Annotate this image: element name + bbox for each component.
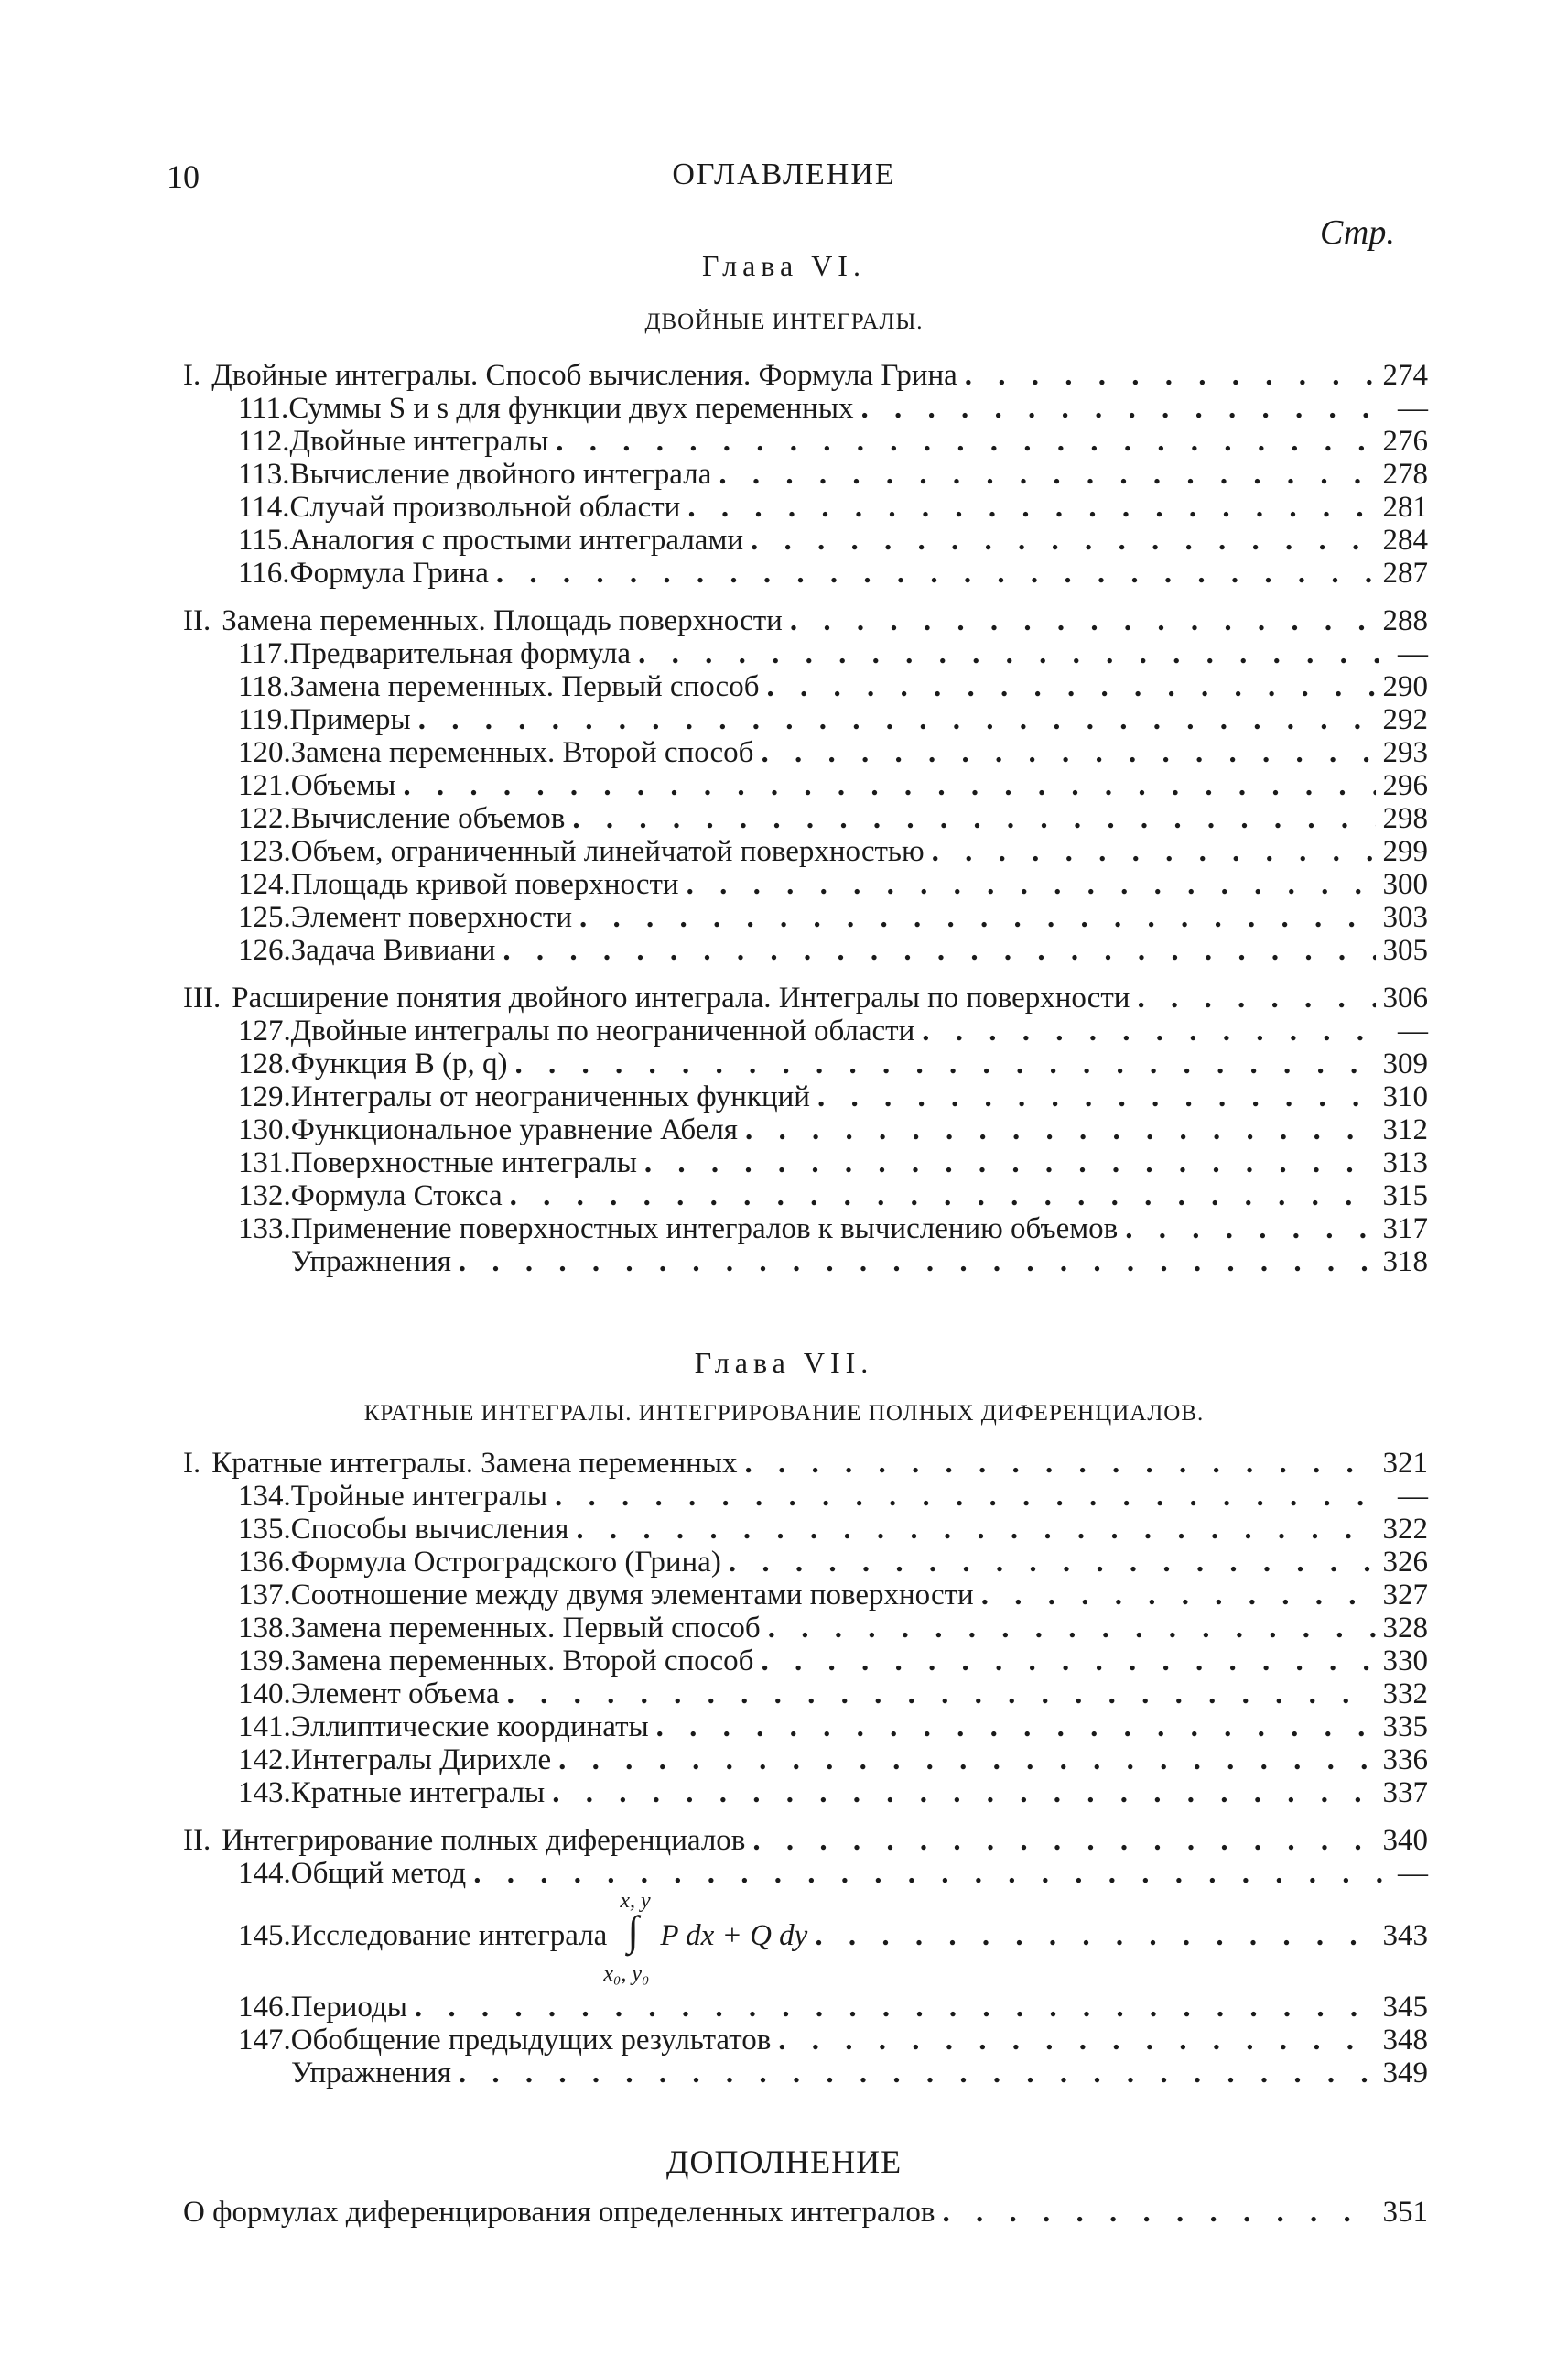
item-number: 118. <box>238 670 290 703</box>
leader-dots <box>579 901 1376 935</box>
item-number: 130. <box>238 1113 291 1146</box>
leader-dots <box>729 1546 1376 1579</box>
item-title <box>291 1857 466 1891</box>
page-ref: 281 <box>1382 491 1428 524</box>
toc-entry[interactable] <box>238 1743 1428 1777</box>
page-ref: 284 <box>1382 524 1428 557</box>
section-entry[interactable] <box>183 1447 1428 1481</box>
item-title <box>291 1776 545 1810</box>
page-ref: 322 <box>1382 1513 1428 1546</box>
leader-dots <box>644 1146 1376 1180</box>
item-title <box>291 934 496 968</box>
item-title <box>291 901 572 935</box>
item-title-text: Способы вычисления <box>290 1513 569 1546</box>
toc-entry[interactable] <box>238 901 1428 935</box>
item-title <box>291 1991 407 2024</box>
running-head: ОГЛАВЛЕНИЕ <box>672 157 896 191</box>
item-number: 126. <box>238 934 291 967</box>
item-title-text: Объемы <box>290 769 396 802</box>
page-ref: 317 <box>1382 1212 1428 1245</box>
item-number: 123. <box>238 835 291 868</box>
item-number: 120. <box>238 736 291 769</box>
leader-dots <box>552 1776 1375 1810</box>
item-title-text: Интегралы Дирихле <box>290 1743 552 1776</box>
integral-sign-icon: ∫ <box>627 1907 639 1954</box>
item-title-text: Интегрирование полных диференциалов <box>222 1824 746 1857</box>
section-number: II. <box>183 1824 211 1857</box>
leader-dots <box>752 1824 1375 1858</box>
toc-entry[interactable] <box>238 1480 1428 1514</box>
toc-entry[interactable] <box>238 1015 1428 1048</box>
item-number: 143. <box>238 1776 291 1809</box>
chapter-6-title: ДВОЙНЫЕ ИНТЕГРАЛЫ. <box>644 309 924 334</box>
item-title-text: Упражнения <box>291 1245 451 1278</box>
item-title <box>291 1644 754 1678</box>
item-title-text: Двойные интегралы <box>289 425 549 458</box>
toc-entry[interactable] <box>238 1546 1428 1579</box>
item-title-text: Кратные интегралы <box>290 1776 546 1809</box>
leader-dots <box>790 604 1376 638</box>
leader-dots <box>861 392 1391 426</box>
item-title <box>291 1612 761 1645</box>
item-title-text: Кратные интегралы. Замена переменных <box>211 1447 738 1480</box>
leader-dots <box>507 1677 1376 1711</box>
leader-dots <box>576 1513 1375 1547</box>
appendix-entry[interactable] <box>183 2196 1428 2230</box>
section-entry[interactable] <box>183 982 1428 1015</box>
item-number: 147. <box>238 2024 291 2057</box>
item-title-text: Функция B (p, q) <box>290 1047 508 1080</box>
item-title <box>290 670 760 704</box>
toc-entry[interactable] <box>238 703 1428 737</box>
page-ref: 345 <box>1382 1991 1428 2024</box>
toc-entry[interactable] <box>238 670 1428 704</box>
leader-dots <box>761 1644 1375 1678</box>
leader-dots <box>687 868 1376 902</box>
page-ref: 276 <box>1382 425 1428 458</box>
item-title-text: Поверхностные интегралы <box>290 1146 637 1179</box>
item-number: 133. <box>238 1212 291 1245</box>
chapter-7-label: Глава VII. <box>694 1346 874 1379</box>
page-ref: 326 <box>1382 1546 1428 1579</box>
item-title <box>290 458 712 492</box>
item-number: 119. <box>238 703 290 736</box>
toc-entry[interactable] <box>238 1047 1428 1081</box>
item-title-text: Формула Грина <box>289 557 489 590</box>
chapter-7-title: КРАТНЫЕ ИНТЕГРАЛЫ. ИНТЕГРИРОВАНИЕ ПОЛНЫХ ДИФЕРЕНЦИАЛОВ. <box>363 1401 1205 1426</box>
item-title <box>291 1710 649 1744</box>
item-title <box>291 1513 569 1547</box>
page-ref: 335 <box>1382 1710 1428 1743</box>
leader-dots <box>719 458 1375 492</box>
item-title-text: Тройные интегралы <box>290 1480 548 1513</box>
item-title-text: Упражнения <box>291 2057 451 2089</box>
item-title-text: Применение поверхностных интегралов к вычислению объемов <box>290 1212 1119 1245</box>
item-title <box>290 425 549 459</box>
page-ref: 305 <box>1382 934 1428 967</box>
item-title <box>291 1047 508 1081</box>
section-title <box>211 359 957 393</box>
section-number: III. <box>183 982 222 1015</box>
item-title-text: Замена переменных. Второй способ <box>290 736 754 769</box>
leader-dots <box>965 359 1376 393</box>
leader-dots <box>555 1480 1390 1514</box>
item-title <box>291 1212 1118 1246</box>
toc-entry[interactable] <box>238 637 1428 671</box>
page-ref: 300 <box>1382 868 1428 901</box>
item-number: 142. <box>238 1743 291 1776</box>
item-number: 139. <box>238 1644 291 1677</box>
leader-dots <box>778 2024 1375 2057</box>
item-number: 131. <box>238 1146 291 1179</box>
toc-entry[interactable] <box>238 1776 1428 1810</box>
page-ref: 296 <box>1382 769 1428 802</box>
leader-dots <box>556 425 1375 459</box>
page-ref: 274 <box>1382 359 1428 392</box>
item-title-text: Суммы S и s для функции двух переменных <box>288 392 854 425</box>
toc-entry[interactable] <box>238 1212 1428 1246</box>
toc-entry[interactable] <box>238 1113 1428 1147</box>
section-title <box>222 1824 745 1858</box>
item-title <box>291 835 925 869</box>
item-title-text: Элемент объема <box>290 1677 500 1710</box>
leader-dots <box>572 802 1375 836</box>
toc-entry[interactable] <box>238 868 1428 902</box>
item-number: 138. <box>238 1612 291 1644</box>
item-title <box>290 703 411 737</box>
item-number: 145. <box>238 1919 291 1952</box>
item-number: 141. <box>238 1710 291 1743</box>
page-ref: 321 <box>1382 1447 1428 1480</box>
toc-entry[interactable] <box>238 1889 1428 1986</box>
item-title <box>291 1579 974 1612</box>
page-ref: — <box>1398 1480 1428 1513</box>
item-number: 115. <box>238 524 290 557</box>
item-title <box>291 1677 500 1711</box>
item-title-text: Двойные интегралы. Способ вычисления. Формула Грина <box>211 359 957 392</box>
item-title-text: Замена переменных. Второй способ <box>290 1644 754 1677</box>
integral-expression: P dx + Q dy <box>660 1919 808 1952</box>
item-number: 132. <box>238 1179 291 1212</box>
item-number: 112. <box>238 425 290 458</box>
section-title <box>232 982 1130 1015</box>
leader-dots <box>817 1080 1376 1114</box>
item-number: 122. <box>238 802 291 835</box>
leader-dots <box>744 1447 1375 1481</box>
leader-dots <box>656 1710 1376 1744</box>
leader-dots <box>687 491 1375 525</box>
leader-dots <box>922 1015 1390 1048</box>
item-title <box>291 868 679 902</box>
toc-entry[interactable] <box>238 1513 1428 1547</box>
item-title-text: Соотношение между двумя элементами поверхности <box>290 1579 974 1612</box>
page-ref: 336 <box>1382 1743 1428 1776</box>
leader-dots <box>503 934 1375 968</box>
leader-dots <box>459 1245 1376 1279</box>
integral-upper-limit: x, y <box>620 1889 651 1913</box>
leader-dots <box>981 1579 1376 1612</box>
page-ref: 348 <box>1382 2024 1428 2057</box>
item-title <box>290 491 681 525</box>
section-number: I. <box>183 1447 201 1480</box>
item-title <box>290 524 743 558</box>
page-ref: — <box>1398 1015 1428 1047</box>
page-ref: — <box>1398 637 1428 670</box>
leader-dots <box>751 524 1376 558</box>
section-number: II. <box>183 604 211 637</box>
toc-entry[interactable] <box>238 557 1428 591</box>
item-title <box>291 1015 915 1048</box>
page-number: 10 <box>167 158 200 195</box>
item-title <box>291 2024 772 2057</box>
item-title-text: Замена переменных. Первый способ <box>289 670 760 703</box>
section-title <box>211 1447 737 1481</box>
leader-dots <box>766 670 1375 704</box>
item-number: 135. <box>238 1513 291 1546</box>
item-number: 124. <box>238 868 291 901</box>
page-ref: 298 <box>1382 802 1428 835</box>
item-title-text: Двойные интегралы по неограниченной области <box>290 1015 915 1047</box>
leader-dots <box>496 557 1376 591</box>
item-title-text: Общий метод <box>290 1857 467 1890</box>
leader-dots <box>761 736 1375 770</box>
item-number: 114. <box>238 491 290 524</box>
section-entry[interactable] <box>183 359 1428 393</box>
toc-entry[interactable] <box>238 1579 1428 1612</box>
integral-lower-limit: x₀, y₀ <box>603 1962 650 1986</box>
toc-entry[interactable] <box>238 1179 1428 1213</box>
page-ref: 332 <box>1382 1677 1428 1710</box>
toc-entry[interactable] <box>238 1710 1428 1744</box>
page-ref: 299 <box>1382 835 1428 868</box>
item-title-text: Примеры <box>289 703 411 736</box>
page-ref: 306 <box>1382 982 1428 1015</box>
item-title-text: Вычисление двойного интеграла <box>289 458 712 491</box>
toc-entry[interactable] <box>238 458 1428 492</box>
leader-dots <box>558 1743 1375 1777</box>
page-ref: 340 <box>1382 1824 1428 1857</box>
toc-entry[interactable] <box>238 491 1428 525</box>
leader-dots <box>745 1113 1376 1147</box>
leader-dots <box>1137 982 1375 1015</box>
page-ref: 288 <box>1382 604 1428 637</box>
page-ref: 292 <box>1382 703 1428 736</box>
page-ref: 310 <box>1382 1080 1428 1113</box>
page-ref: — <box>1398 1857 1428 1890</box>
leader-dots <box>638 637 1390 671</box>
item-title-text: Аналогия с простыми интегралами <box>289 524 743 557</box>
item-number: 140. <box>238 1677 291 1710</box>
appendix-entry-label: О формулах диференцирования определенных интегралов <box>183 2196 935 2229</box>
toc-entry[interactable] <box>238 835 1428 869</box>
item-number: 117. <box>238 637 290 670</box>
item-title-text: Замена переменных. Первый способ <box>290 1612 761 1644</box>
item-number: 116. <box>238 557 290 590</box>
integral-icon <box>603 1889 654 1986</box>
toc-entry[interactable] <box>238 2024 1428 2057</box>
item-title <box>291 1179 503 1213</box>
appendix-title: ДОПОЛНЕНИЕ <box>665 2144 903 2180</box>
page-column-header: Стр. <box>1320 213 1395 252</box>
page-ref: 330 <box>1382 1644 1428 1677</box>
page-ref: 328 <box>1382 1612 1428 1644</box>
item-number: 144. <box>238 1857 291 1890</box>
item-title <box>291 1480 547 1514</box>
item-title <box>291 1743 551 1777</box>
toc-entry[interactable] <box>291 1245 1428 1279</box>
item-title <box>291 2057 451 2090</box>
leader-dots <box>473 1857 1390 1891</box>
item-title-text: Задача Вивиани <box>290 934 496 967</box>
item-title-text: Расширение понятия двойного интеграла. Интегралы по поверхности <box>232 982 1130 1015</box>
item-title <box>291 1146 637 1180</box>
leader-dots <box>403 769 1375 803</box>
section-title <box>222 604 783 638</box>
item-number: 113. <box>238 458 290 491</box>
section-entry[interactable] <box>183 604 1428 638</box>
item-title <box>290 557 489 591</box>
item-title-text: Предварительная формула <box>289 637 632 670</box>
leader-dots <box>510 1179 1376 1213</box>
item-title-text: Эллиптические координаты <box>290 1710 649 1743</box>
item-title-text: Формула Стокса <box>290 1179 503 1212</box>
chapter-6-label: Глава VI. <box>702 249 866 282</box>
item-number: 137. <box>238 1579 291 1612</box>
item-title <box>291 802 566 836</box>
toc-entry[interactable] <box>238 736 1428 770</box>
item-title-text: Обобщение предыдущих результатов <box>290 2024 772 2057</box>
toc-entry[interactable] <box>238 1677 1428 1711</box>
page-ref: 313 <box>1382 1146 1428 1179</box>
item-title-text: Площадь кривой поверхности <box>290 868 679 901</box>
item-number: 121. <box>238 769 291 802</box>
toc-entry[interactable] <box>238 802 1428 836</box>
item-title <box>291 1546 721 1579</box>
item-title <box>291 1113 738 1147</box>
item-title-text: Периоды <box>290 1991 407 2024</box>
item-number: 127. <box>238 1015 291 1047</box>
item-number: 125. <box>238 901 291 934</box>
toc-entry[interactable] <box>238 1644 1428 1678</box>
toc-entry[interactable] <box>238 1612 1428 1645</box>
item-title-text: Вычисление объемов <box>290 802 566 835</box>
item-title-text: Функциональное уравнение Абеля <box>290 1113 738 1146</box>
toc-entry[interactable] <box>291 2057 1428 2090</box>
page-ref: — <box>1398 392 1428 425</box>
page-ref: 337 <box>1382 1776 1428 1809</box>
page-ref: 312 <box>1382 1113 1428 1146</box>
page-ref: 309 <box>1382 1047 1428 1080</box>
item-number: 134. <box>238 1480 291 1513</box>
section-number: I. <box>183 359 201 392</box>
page-ref: 315 <box>1382 1179 1428 1212</box>
toc-entry[interactable] <box>238 1857 1428 1891</box>
item-title-text: Элемент поверхности <box>290 901 572 934</box>
item-number: 146. <box>238 1991 291 2024</box>
toc-entry[interactable] <box>238 425 1428 459</box>
leader-dots <box>459 2057 1376 2090</box>
page-ref: 349 <box>1382 2057 1428 2089</box>
item-number: 128. <box>238 1047 291 1080</box>
item-title <box>288 392 853 426</box>
toc-entry[interactable] <box>238 1146 1428 1180</box>
leader-dots <box>932 835 1376 869</box>
item-title-text: Исследование интеграла <box>290 1919 608 1952</box>
item-title <box>291 736 754 770</box>
leader-dots <box>1125 1212 1375 1246</box>
page-ref: 287 <box>1382 557 1428 590</box>
appendix-entry-page: 351 <box>1382 2196 1428 2229</box>
item-title-text: Формула Остроградского (Грина) <box>290 1546 721 1579</box>
page-ref: 343 <box>1382 1919 1428 1952</box>
leader-dots <box>415 1991 1376 2024</box>
toc-entry[interactable] <box>238 524 1428 558</box>
item-title-text: Интегралы от неограниченных функций <box>290 1080 810 1113</box>
item-title-text: Объем, ограниченный линейчатой поверхностью <box>290 835 925 868</box>
page-ref: 278 <box>1382 458 1428 491</box>
leader-dots <box>515 1047 1376 1081</box>
item-title <box>291 1245 451 1279</box>
leader-dots <box>768 1612 1376 1645</box>
page-ref: 293 <box>1382 736 1428 769</box>
page-ref: 327 <box>1382 1579 1428 1612</box>
item-number: 129. <box>238 1080 291 1113</box>
toc-entry[interactable] <box>238 769 1428 803</box>
page-ref: 318 <box>1382 1245 1428 1278</box>
item-title <box>290 637 632 671</box>
page-ref: 290 <box>1382 670 1428 703</box>
item-title <box>291 769 396 803</box>
section-entry[interactable] <box>183 1824 1428 1858</box>
item-number: 111. <box>238 392 289 425</box>
item-title-text: Замена переменных. Площадь поверхности <box>222 604 783 637</box>
item-title <box>291 1080 810 1114</box>
item-title <box>290 1889 808 1986</box>
item-title-text: Случай произвольной области <box>289 491 681 524</box>
toc-entry[interactable] <box>238 392 1428 426</box>
item-number: 136. <box>238 1546 291 1579</box>
toc-entry[interactable] <box>238 1080 1428 1114</box>
page-ref: 303 <box>1382 901 1428 934</box>
toc-entry[interactable] <box>238 1991 1428 2024</box>
toc-entry[interactable] <box>238 934 1428 968</box>
leader-dots <box>815 1919 1375 1953</box>
leader-dots <box>943 2196 1376 2230</box>
leader-dots <box>418 703 1376 737</box>
